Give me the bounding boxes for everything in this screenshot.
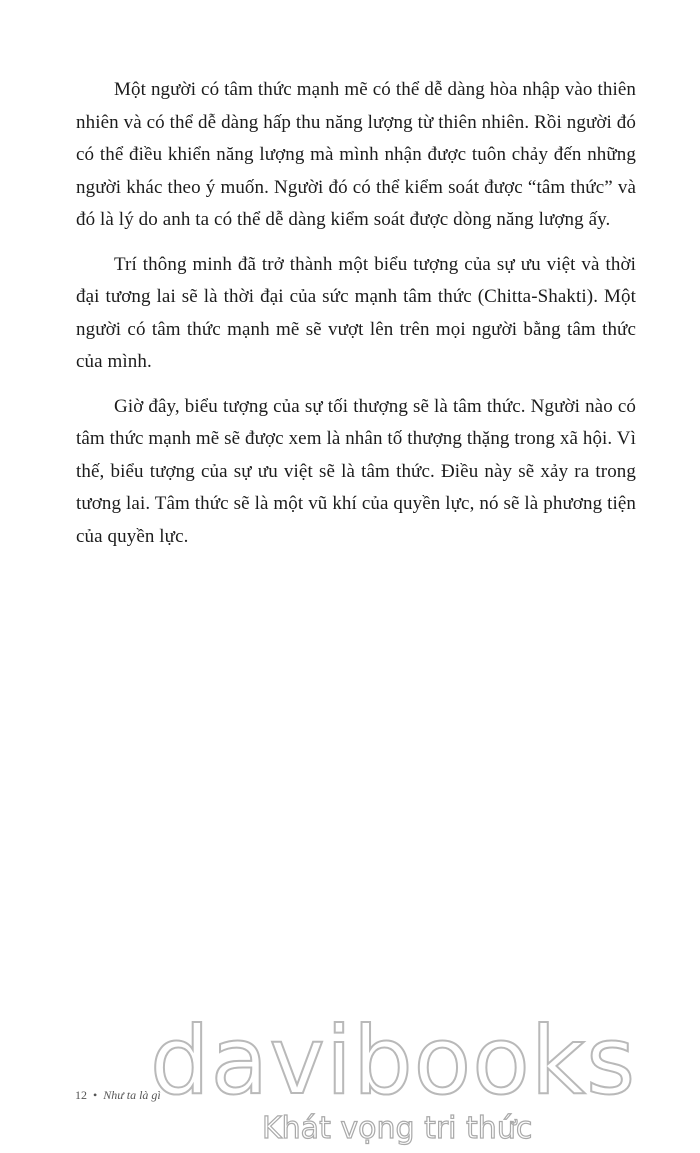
paragraph-2: Trí thông minh đã trở thành một biểu tượng của sự ưu việt và thời đại tương lai sẽ là thời đại của sức mạnh tâm thức (Chitta-Shakti). Một người có tâm thức mạnh mẽ sẽ vượt lên trên mọi người bằng tâm thức của mình. [76,253,636,372]
watermark [150,1007,637,1147]
page-footer [75,1088,161,1103]
paragraph-1: Một người có tâm thức mạnh mẽ có thể dễ dàng hòa nhập vào thiên nhiên và có thể dễ dàng hấp thu năng lượng từ thiên nhiên. Rồi người đó có thể điều khiển năng lượng mà mình nhận được tuôn chảy đến những người khác theo ý muốn. Người đó có thể kiểm soát được “tâm thức” và đó là lý do anh ta có thể dễ dàng kiểm soát được dòng năng lượng ấy. [76,79,636,230]
watermark-tagline: Khát vọng tri thức [262,1111,533,1146]
page-body [76,74,636,565]
page-number: 12 [75,1088,87,1102]
paragraph-3: Giờ đây, biểu tượng của sự tối thượng sẽ là tâm thức. Người nào có tâm thức mạnh mẽ sẽ được xem là nhân tố thượng thặng trong xã hội. Vì thế, biểu tượng của sự ưu việt sẽ là tâm thức. Điều này sẽ xảy ra trong tương lai. Tâm thức sẽ là một vũ khí của quyền lực, nó sẽ là phương tiện của quyền lực. [76,395,636,547]
running-title: Như ta là gì [103,1088,161,1102]
watermark-brand: davibooks [150,1007,637,1116]
footer-separator: • [93,1088,98,1102]
